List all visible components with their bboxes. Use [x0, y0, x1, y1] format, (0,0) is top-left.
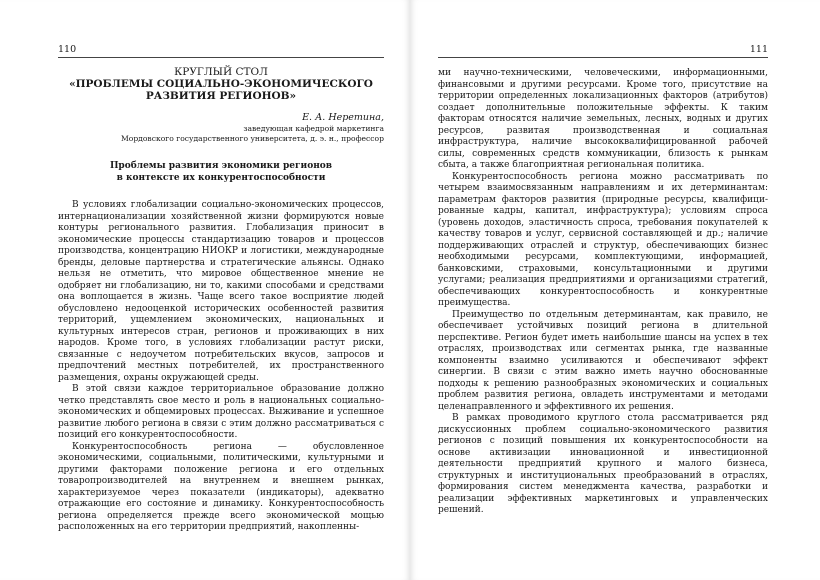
section-title-line2: в контексте их конкурентоспособности — [116, 172, 326, 183]
author-affiliation: Мордовского государственного университета, д. э. н., профессор — [120, 134, 384, 143]
author-position: заведующая кафедрой маркетинга — [243, 124, 384, 133]
right-column — [438, 68, 768, 517]
roundtable-title-line2: РАЗВИТИЯ РЕГИОНОВ» — [145, 90, 297, 102]
paragraph-continued: ми научно-техническими, человеческими, информационными, финансовыми и другими ресурсами. Кроме того, присутствие на территории определенных локализационных факторов (атрибутов) создает дополнительные положительные эффекты. К таким факторам относятся наличие земельных, лесных, водных и других ресурсов, развитая производственная и социальная инфраструктура, наличие высококвалифицированной рабочей силы, современных средств коммуникации, близость к рынкам сбыта, а также благоприятная региональная политика. — [438, 68, 768, 170]
page-number-left: 110 — [58, 44, 77, 55]
roundtable-label: КРУГЛЫЙ СТОЛ — [174, 66, 268, 78]
paragraph: В рамках проводимого круглого стола рассматривается ряд дискуссионных проблем социально-экономического развития регионов с позиций повышения их конкурентоспособности на основе активизации инновационной и инвестиционной деятельности предприятий крупного и малого бизнеса, структурных и институциональных преобразований в отраслях, формирования систем менеджмента качества, разработки и реализации эффективных маркетинговых и управленческих решений. — [438, 413, 768, 515]
left-column — [58, 66, 384, 534]
paragraph: Преимущество по отдельным детерминантам, как правило, не обеспечивает устойчивых позиций региона в длительной перспективе. Регион будет иметь наибольшие шансы на успех в тех отраслях, производствах или сегментах рынка, где названные компоненты взаимно усиливаются и обеспечивают эффект синергии. В связи с этим важно иметь научно обоснованные подходы к решению разнообразных экономических и социальных проблем развития региона, овладеть инструментами и методами целенаправленного и эффективного их решения. — [438, 309, 768, 412]
header-rule-right — [438, 57, 768, 58]
paragraph: Конкурентоспособность региона можно рассматривать по четырем взаимосвязанным направлениям и их детерминантам: параметрам факторов развития (природные ресурсы, квалифици-рованные кадры, капитал, инфраструктура); условиям спроса (уровень доходов, эластичность спроса, требования покупателей к качеству товаров и услуг, сервисной составляющей и др.; наличие поддерживающих отраслей и структур, обеспечивающих бизнес необходимыми ресурсами, комплектующими, информацией, банковскими, страховыми, консультационными и другими услугами; реализация предприятиями и организациями стратегий, обеспечивающих конкурентоспособность и конкурентные преимущества. — [438, 171, 768, 308]
header-rule-left — [58, 57, 384, 58]
section-title-line1: Проблемы развития экономики регионов — [109, 161, 333, 171]
right-page — [410, 0, 820, 580]
page-number-right: 111 — [749, 44, 768, 55]
paragraph: В этой связи каждое территориальное образование должно четко представлять свое место и роль в национальных социально-экономических и общемировых процессах. Выживание и успешное развитие любого региона в связи с этим должно рассматриваться с позиций его конкурентоспособности. — [58, 384, 384, 440]
section-title — [58, 161, 384, 184]
paragraph: В условиях глобализации социально-экономических процессов, интернационализации хозяйственной жизни формируются новые контуры регионального развития. Глобализация приносит в экономические процессы стандартизацию товаров и процессов производства, концентрацию НИОКР и логистики, международные бренды, деловые партнерства и стратегические альянсы. Однако нельзя не отметить, что мировое общественное мнение не одобряет ни глобализацию, ни то, какими способами и средствами она воплощается в жизнь. Чаще всего такое восприятие людей обусловлено недооценкой исторических особенностей развития территорий, ущемлением экономических, национальных и культурных интересов стран, регионов и проживающих в них народов. Кроме того, в условиях глобализации растут риски, связанные с недоучетом потребительских вкусов, запросов и предпочтений местных потребителей, их пространственного размещения, охраны окружающей среды. — [58, 200, 384, 383]
roundtable-title-line1: «ПРОБЛЕМЫ СОЦИАЛЬНО-ЭКОНОМИЧЕСКОГО — [69, 78, 373, 90]
paragraph: Конкурентоспособность региона — обусловленное экономическими, социальными, политическими, культурными и другими факторами положение региона и его отдельных товаропроизводителей на внутреннем и внешнем рынках, характеризуемое через показатели (индикаторы), адекватно отражающие его состояние и динамику. Конкурентоспособность региона определяется прежде всего экономической мощью расположенных на его территории предприятий, накопленны- — [58, 441, 384, 532]
author-name: Е. А. Неретина, — [302, 112, 384, 123]
